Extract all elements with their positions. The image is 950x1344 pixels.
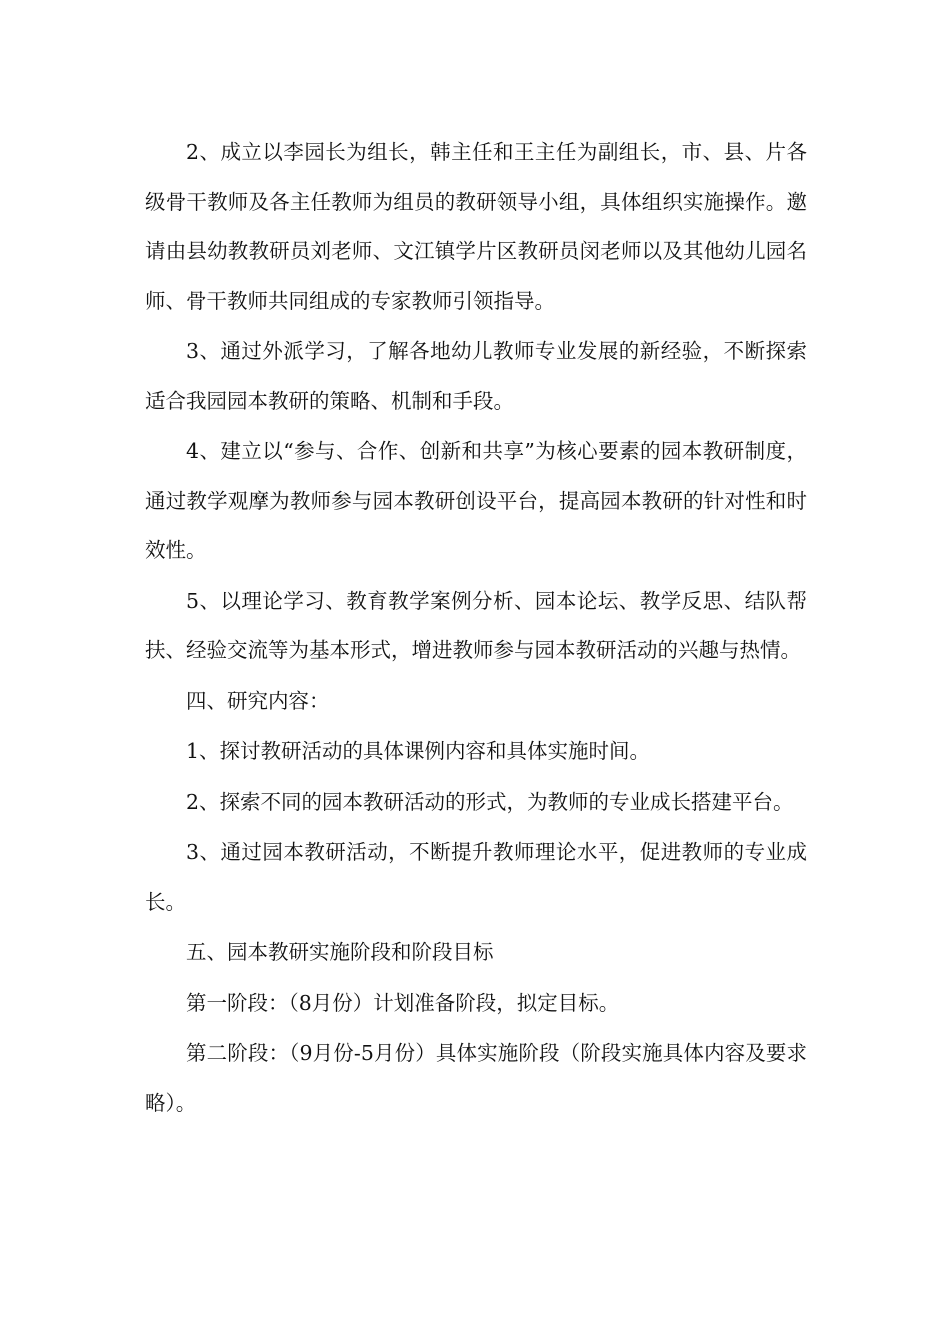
paragraph-item-4-research-system: 4、建立以“参与、合作、创新和共享”为核心要素的园本教研制度，通过教学观摩为教师参与园本教研创设平台，提高园本教研的针对性和时效性。 <box>145 439 807 562</box>
paragraph-content-item-2: 2、探索不同的园本教研活动的形式，为教师的专业成长搭建平台。 <box>186 789 794 814</box>
paragraph-stage-one: 第一阶段：（8月份）计划准备阶段，拟定目标。 <box>186 990 620 1015</box>
document-body <box>145 128 807 1129</box>
section-heading-implementation-stages: 五、园本教研实施阶段和阶段目标 <box>186 940 494 964</box>
paragraph-content-item-3: 3、通过园本教研活动，不断提升教师理论水平，促进教师的专业成长。 <box>145 840 807 914</box>
paragraph-stage-two: 第二阶段：（9月份-5月份）具体实施阶段（阶段实施具体内容及要求略）。 <box>145 1041 807 1115</box>
paragraph-item-5-basic-forms: 5、以理论学习、教育教学案例分析、园本论坛、教学反思、结队帮扶、经验交流等为基本形式，增进教师参与园本教研活动的兴趣与热情。 <box>145 588 807 662</box>
paragraph-item-2-leadership-group: 2、成立以李园长为组长，韩主任和王主任为副组长，市、县、片各级骨干教师及各主任教师为组员的教研领导小组，具体组织实施操作。邀请由县幼教教研员刘老师、文江镇学片区教研员闵老师以及其他幼儿园名师、骨干教师共同组成的专家教师引领指导。 <box>145 140 807 313</box>
section-heading-research-content: 四、研究内容： <box>186 688 330 713</box>
paragraph-item-3-external-study: 3、通过外派学习，了解各地幼儿教师专业发展的新经验，不断探索适合我园园本教研的策略、机制和手段。 <box>145 339 807 413</box>
paragraph-content-item-1: 1、探讨教研活动的具体课例内容和具体实施时间。 <box>186 739 651 763</box>
